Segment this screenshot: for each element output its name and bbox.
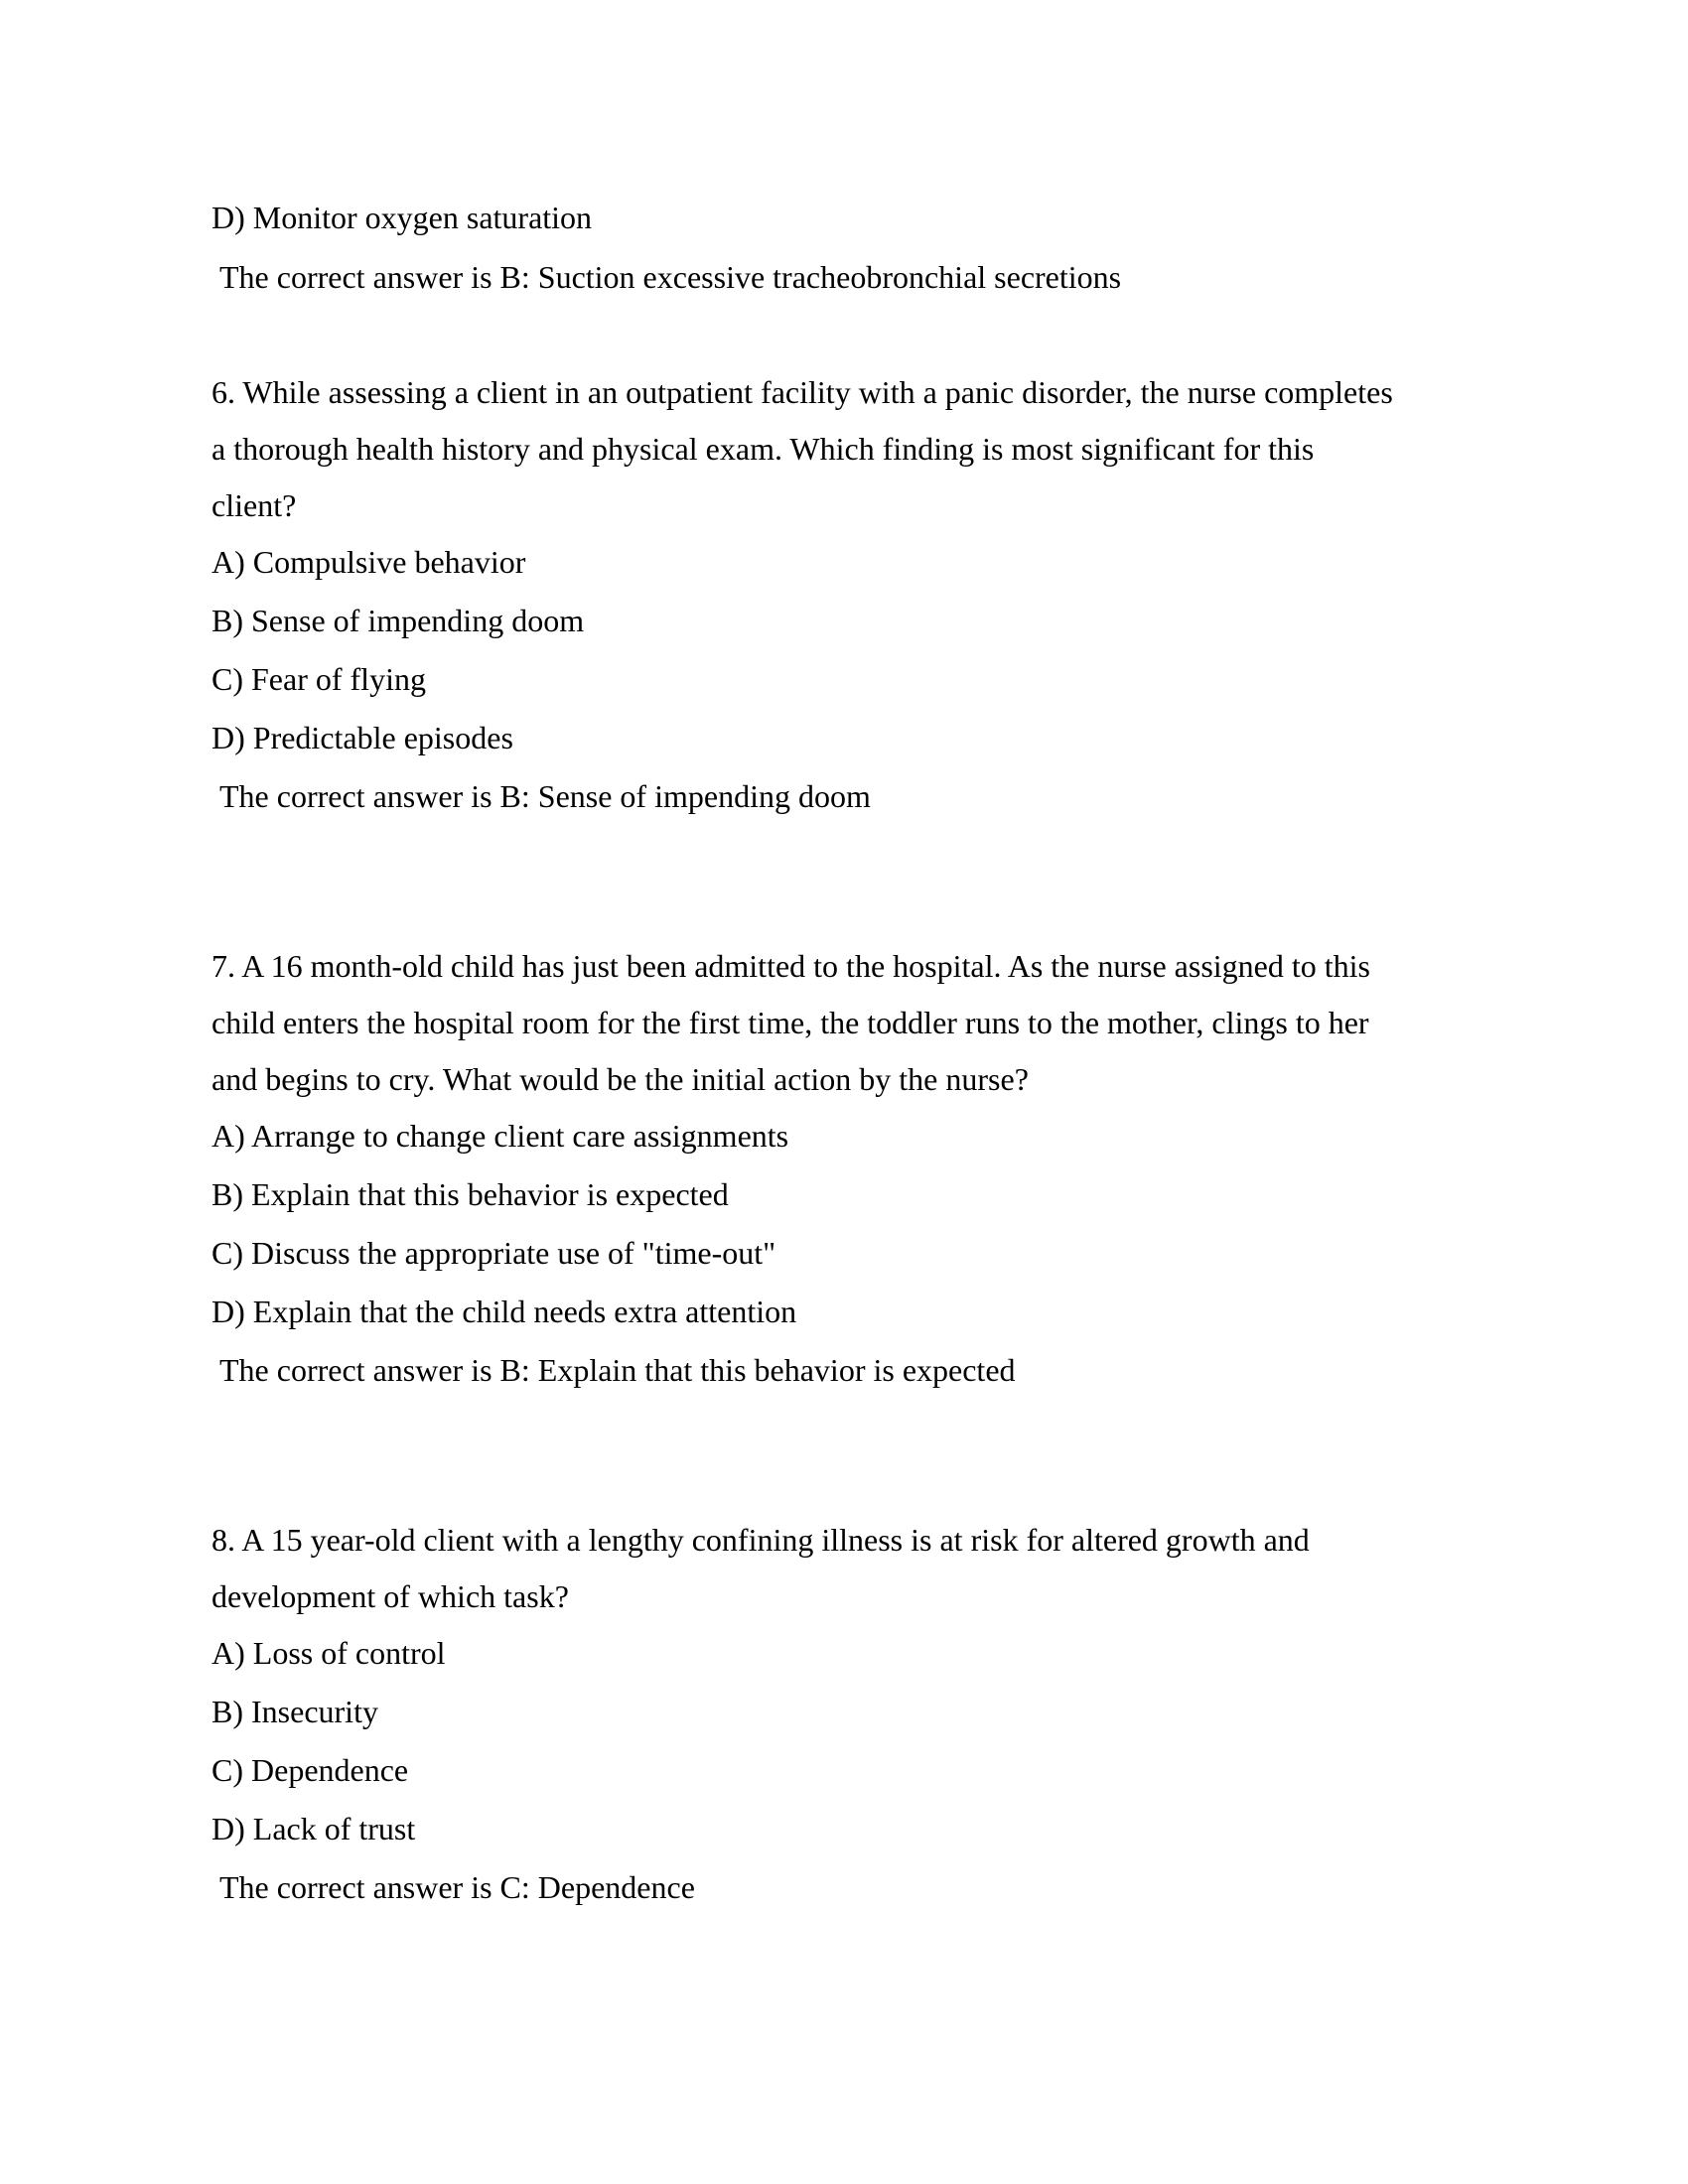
question-8-text-line-2: development of which task?: [211, 1578, 569, 1614]
question-6-text-line-2: a thorough health history and physical exam. Which finding is most significant for this: [211, 431, 1315, 467]
question-6-option-a: A) Compulsive behavior: [211, 544, 526, 580]
question-8-answer: The correct answer is C: Dependence: [219, 1869, 695, 1905]
question-7-option-d: D) Explain that the child needs extra attention: [211, 1294, 797, 1329]
question-6-option-c: C) Fear of flying: [211, 661, 426, 697]
question-6-option-b: B) Sense of impending doom: [211, 603, 585, 638]
question-6-answer: The correct answer is B: Sense of impending doom: [219, 778, 871, 814]
question-7-text-line-1: 7. A 16 month-old child has just been admitted to the hospital. As the nurse assigned to this: [211, 948, 1370, 984]
question-6-text-line-1: 6. While assessing a client in an outpatient facility with a panic disorder, the nurse completes: [211, 374, 1393, 410]
question-8-option-c: C) Dependence: [211, 1752, 409, 1788]
q5-answer: The correct answer is B: Suction excessive tracheobronchial secretions: [219, 259, 1122, 295]
question-7-answer: The correct answer is B: Explain that this behavior is expected: [219, 1352, 1016, 1388]
question-7-option-b: B) Explain that this behavior is expected: [211, 1176, 729, 1212]
question-7-option-a: A) Arrange to change client care assignments: [211, 1118, 789, 1154]
question-6-option-d: D) Predictable episodes: [211, 720, 513, 755]
question-8-option-b: B) Insecurity: [211, 1694, 378, 1729]
question-8-option-a: A) Loss of control: [211, 1635, 446, 1671]
q5-option-d: D) Monitor oxygen saturation: [211, 200, 593, 235]
question-7-text-line-3: and begins to cry. What would be the initial action by the nurse?: [211, 1061, 1029, 1097]
question-8-option-d: D) Lack of trust: [211, 1811, 416, 1846]
question-8-text-line-1: 8. A 15 year-old client with a lengthy confining illness is at risk for altered growth and: [211, 1522, 1310, 1558]
question-7-option-c: C) Discuss the appropriate use of "time-out": [211, 1235, 776, 1271]
question-7-text-line-2: child enters the hospital room for the first time, the toddler runs to the mother, clings to her: [211, 1005, 1369, 1040]
question-6-text-line-3: client?: [211, 487, 297, 523]
